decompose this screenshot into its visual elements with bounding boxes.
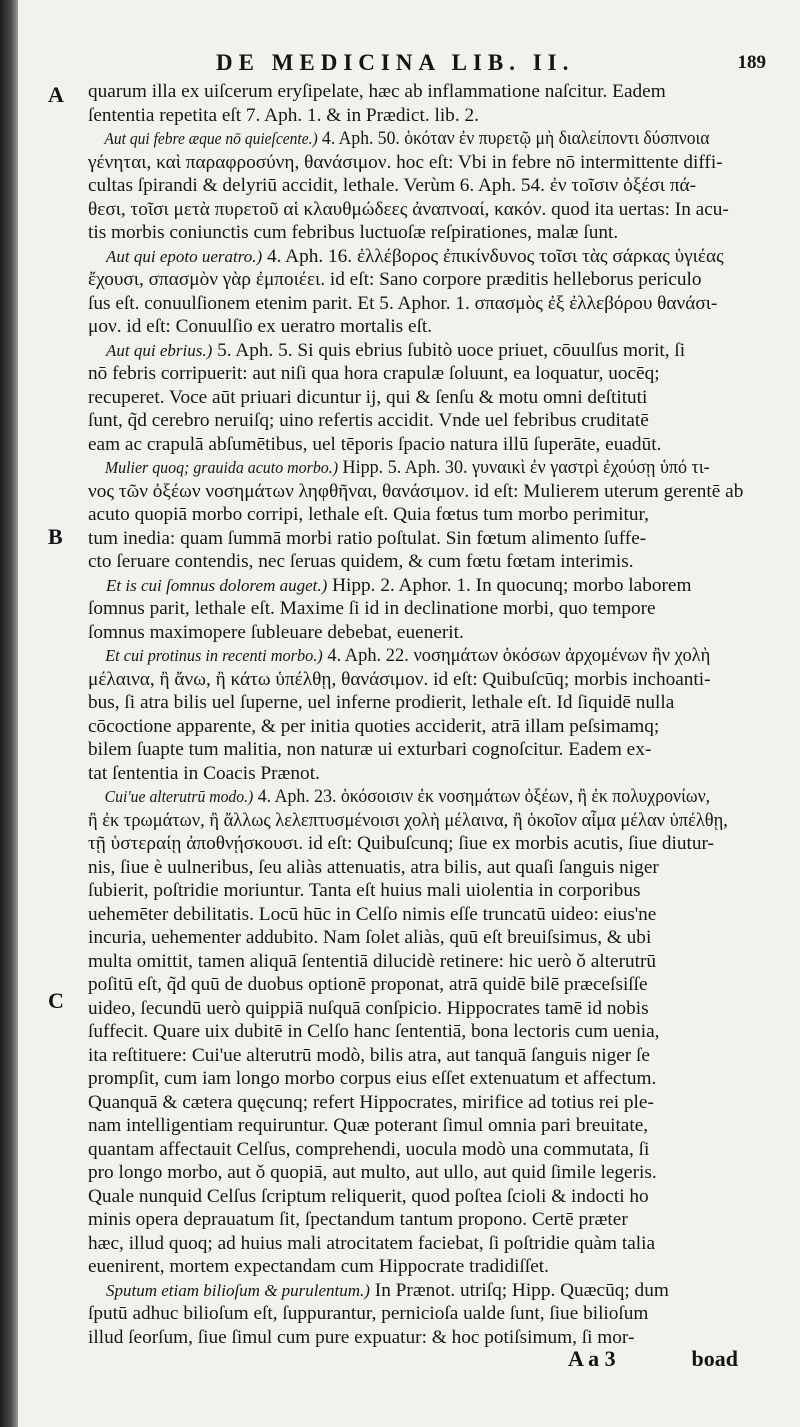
line-text: ſuffecit. Quare uix dubitē in Celſo hanc ſententiā, bona lectoris cum uenia, [88,1021,660,1042]
text-line [88,926,728,950]
text-line [88,268,728,292]
line-text: ἔχουσι, σπασμὸν γὰρ ἐμποιέει. id eſt: Sano corpore præditis helleborus periculo [88,269,702,290]
text-line [88,738,728,762]
running-title: DE MEDICINA LIB. II. [216,50,575,75]
text-line [88,362,728,386]
text-line [88,785,711,809]
lemma: Aut qui ebrius.) [106,340,213,360]
text-line [88,174,728,198]
line-text: 4. Aph. 16. ἐλλέβορος ἐπικίνδυνος τοῖσι τὰς σάρκας ὑγιέας [262,245,724,267]
lemma: Sputum etiam bilioſum & purulentum.) [106,1280,370,1300]
line-text: ſententia repetita eſt 7. Aph. 1. & in Prædict. lib. 2. [88,104,479,126]
line-text: ſputū adhuc bilioſum eſt, ſuppurantur, pernicioſa ualde ſunt, ſiue bilioſum [88,1303,649,1324]
line-text: bilem ſuapte tum malitia, non naturæ ui exturbari cognoſcitur. Eadem ex- [88,739,652,760]
line-text: uehemēter debilitatis. Locū hūc in Celſo nimis eſſe truncatū uideo: eius'ne [88,903,657,925]
text-line [88,1161,728,1185]
text-line [88,950,728,974]
line-text: quarum illa ex uiſcerum eryſipelate, hæc ab inflammatione naſcitur. Eadem [88,81,666,102]
line-text: ſomnus parit, lethale eſt. Maxime ſi id in declinatione morbi, quo tempore [88,598,656,619]
text-line [88,1279,728,1303]
line-text: tum inedia: quam ſummā morbi ratio poſtulat. Sin fœtum alimento ſuffe- [88,527,647,549]
line-text: ſus eſt. conuulſionem etenim parit. Et 5. Aphor. 1. σπασμὸς ἐξ ἐλλεβόρου θανάσι- [88,292,718,314]
text-line [88,597,728,621]
text-line [88,621,728,645]
commentary-text [88,80,744,1349]
text-line [88,1114,728,1138]
line-text: prompſit, cum iam longo morbo corpus eius eſſet extenuatum et affectum. [88,1068,657,1089]
line-text: Hipp. 5. Aph. 30. γυναικὶ ἐν γαστρὶ ἐχούσῃ ὑπό τι- [338,457,710,478]
line-text: ita reſtituere: Cui'ue alterutrū modò, bilis atra, aut tanquā ſanguis niger ſe [88,1044,650,1066]
text-line [88,480,744,504]
text-line [88,550,728,574]
text-line [88,856,728,880]
line-text: recuperet. Voce aūt priuari dicuntur ij, qui & ſenſu & motu omni deſtituti [88,386,648,408]
text-line [88,715,728,739]
line-text: quantam affectauit Celſus, comprehendi, uocula modò una commutata, ſi [88,1138,650,1160]
text-line [88,386,728,410]
lemma: Et is cui ſomnus dolorem auget.) [106,575,328,595]
text-line [88,1255,728,1279]
text-line [88,1185,728,1209]
line-text: μον. id eſt: Conuulſio ex ueratro mortalis eſt. [88,316,433,337]
line-text: acuto quopiā morbo corripi, lethale eſt. Quia fœtus tum morbo perimitur, [88,504,649,525]
line-text: illud ſeorſum, ſiue ſimul cum pure expuatur: & hoc potiſsimum, ſi mor- [88,1326,635,1348]
lemma: Aut qui epoto ueratro.) [106,246,263,266]
line-text: 4. Aph. 22. νοσημάτων ὁκόσων ἀρχομένων ἢν χολὴ [322,645,711,666]
line-text: tat ſententia in Coacis Prænot. [88,762,320,784]
line-text: nam intelligentiam requiruntur. Quæ poterant ſimul omnia pari breuitate, [88,1115,649,1136]
line-text: bus, ſi atra bilis uel ſuperne, uel inferne prodierit, lethale eſt. Id ſiquidē nulla [88,692,675,713]
line-text: νος τῶν ὀξέων νοσημάτων ληφθῆναι, θανάσιμον. id eſt: Mulierem uterum gerentē ab [88,480,744,502]
text-line [88,104,728,128]
line-text: ſubierit, poſtridie moriuntur. Tanta eſt huius mali uiolentia in corporibus [88,880,641,901]
text-line [88,809,728,833]
line-text: μέλαινα, ἢ ἄνω, ἢ κάτω ὑπέλθῃ, θανάσιμον. id eſt: Quibuſcūq; morbis inchoanti- [88,668,711,690]
lemma: Mulier quoq; grauida acuto morbo.) [104,458,339,477]
text-line [88,245,728,269]
text-line [88,409,728,433]
text-line [88,80,728,104]
text-line [88,762,728,786]
line-text: poſitū eſt, q̃d quū de duobus optionē proponat, atrā quidē bilē præceſsiſſe [88,974,648,995]
line-text: Quanquā & cætera quęcunq; refert Hippocrates, mirifice ad totius rei ple- [88,1091,654,1113]
text-line [88,1138,728,1162]
text-line [88,903,728,927]
line-text: incuria, uehementer addubito. Nam ſolet aliàs, quū eſt breuiſsimus, & ubi [88,927,652,948]
line-text: Quale nunquid Celſus ſcriptum reliquerit, quod poſtea ſcioli & indocti ho [88,1185,649,1207]
line-text: pro longo morbo, aut ǒ quopiā, aut multo, aut ullo, aut quid ſimile legeris. [88,1162,657,1183]
line-text: cto ſeruare contendis, nec ſeruas quidem, & cum fœtu fœtam interimis. [88,551,634,572]
line-text: ἢ ἐκ τρωμάτων, ἢ ἄλλως λελεπτυσμένοισι χολὴ μέλαινα, ἢ ὁκοῖον αἷμα μέλαν ὑπέλθῃ, [88,809,728,831]
line-text: In Prænot. utriſq; Hipp. Quæcūq; dum [369,1279,669,1301]
text-line [88,456,710,480]
margin-letter-a: A [48,82,64,107]
text-line [88,433,728,457]
text-line [88,691,728,715]
text-line [88,1091,728,1115]
line-text: uideo, ſecundū uerò quippiā nuſquā conſpicio. Hippocrates tamē id nobis [88,997,649,1019]
signature-mark: A a 3 [568,1346,616,1371]
margin-letter-c: C [48,988,64,1013]
paragraph [88,456,744,574]
text-line [88,503,728,527]
paragraph [88,644,728,785]
lemma: Cui'ue alterutrū modo.) [104,787,254,806]
text-line [88,1302,728,1326]
line-text: euenirent, mortem expectandam cum Hippocrate tradidiſſet. [88,1256,549,1277]
line-text: multa omittit, tamen aliquā ſententiā dilucidè retinere: hic uerò ǒ alterutrū [88,950,657,972]
text-line [88,339,728,363]
line-text: ſunt, q̃d cerebro neruiſq; uino refertis accidit. Vnde uel febribus cruditatē [88,410,649,431]
text-line [88,574,728,598]
paragraph [88,80,728,127]
text-line [88,832,728,856]
catchword: boad [691,1346,738,1371]
line-text: 4. Aph. 50. ὁκόταν ἐν πυρετῷ μὴ διαλείποντι δύσπνοια [317,128,710,149]
page-header [216,50,776,80]
paragraph [88,245,728,339]
text-line [88,1208,728,1232]
paragraph [88,785,728,1279]
text-line [88,315,728,339]
text-line [88,1044,728,1068]
line-text: nō febris corripuerit: aut niſi qua hora crapulæ ſoluunt, ea loquatur, uocēq; [88,363,660,384]
line-text: eam ac crapulā abſumētibus, uel tēporis ſpacio natura illū ſuperāte, euadūt. [88,433,662,455]
page-footer [568,1346,738,1376]
margin-letter-b: B [48,524,63,549]
text-line [88,1020,728,1044]
line-text: cōcoctione apparente, & per initia quoties acciderit, atrā illam peſsimamq; [88,715,660,737]
text-line [88,527,728,551]
text-line [88,221,728,245]
line-text: 5. Aph. 5. Si quis ebrius ſubitò uoce priuet, cōuulſus morit, ſi [212,339,686,361]
line-text: cultas ſpirandi & delyriū accidit, lethale. Verùm 6. Aph. 54. ἐν τοῖσιν ὀξέσι πά- [88,175,697,196]
text-line [88,997,728,1021]
line-text: τῇ ὑστεραίῃ ἀποθνῄσκουσι. id eſt: Quibuſcunq; ſiue ex morbis acutis, ſiue diutur- [88,833,714,854]
paragraph [88,339,728,457]
paragraph [88,1279,728,1350]
text-line [88,1067,728,1091]
text-line [88,644,711,668]
lemma: Et cui protinus in recenti morbo.) [105,646,323,665]
book-gutter [0,0,18,1427]
text-line [88,973,728,997]
lemma: Aut qui febre æque nō quieſcente.) [104,129,318,148]
paragraph [88,574,728,645]
line-text: minis opera deprauatum ſit, ſpectandum tantum propono. Certē præter [88,1209,628,1230]
text-line [88,127,710,151]
line-text: 4. Aph. 23. ὁκόσοισιν ἐκ νοσημάτων ὀξέων, ἢ ἐκ πολυχρονίων, [253,786,711,807]
line-text: γένηται, καὶ παραφροσύνη, θανάσιμον. hoc eſt: Vbi in febre nō intermittente diffi- [88,151,723,173]
line-text: nis, ſiue è uulneribus, ſeu aliàs attenuatis, atra bilis, aut quaſi ſanguis niger [88,856,659,878]
line-text: θεσι, τοῖσι μετὰ πυρετοῦ αἱ κλαυθμώδεες ἀναπνοαί, κακόν. quod ita uertas: In acu- [88,198,729,220]
line-text: ſomnus maximopere ſubleuare debebat, euenerit. [88,621,464,643]
line-text: hæc, illud quoq; ad huius mali atrocitatem faciebat, ſi poſtridie quàm talia [88,1232,656,1254]
text-line [88,292,728,316]
page-number: 189 [737,52,766,73]
paragraph [88,127,728,245]
text-line [88,668,728,692]
text-line [88,151,728,175]
text-line [88,1232,728,1256]
text-line [88,879,728,903]
line-text: tis morbis coniunctis cum febribus luctuoſæ reſpirationes, malæ ſunt. [88,222,619,243]
line-text: Hipp. 2. Aphor. 1. In quocunq; morbo laborem [327,574,692,596]
page [18,0,800,1427]
text-line [88,198,728,222]
